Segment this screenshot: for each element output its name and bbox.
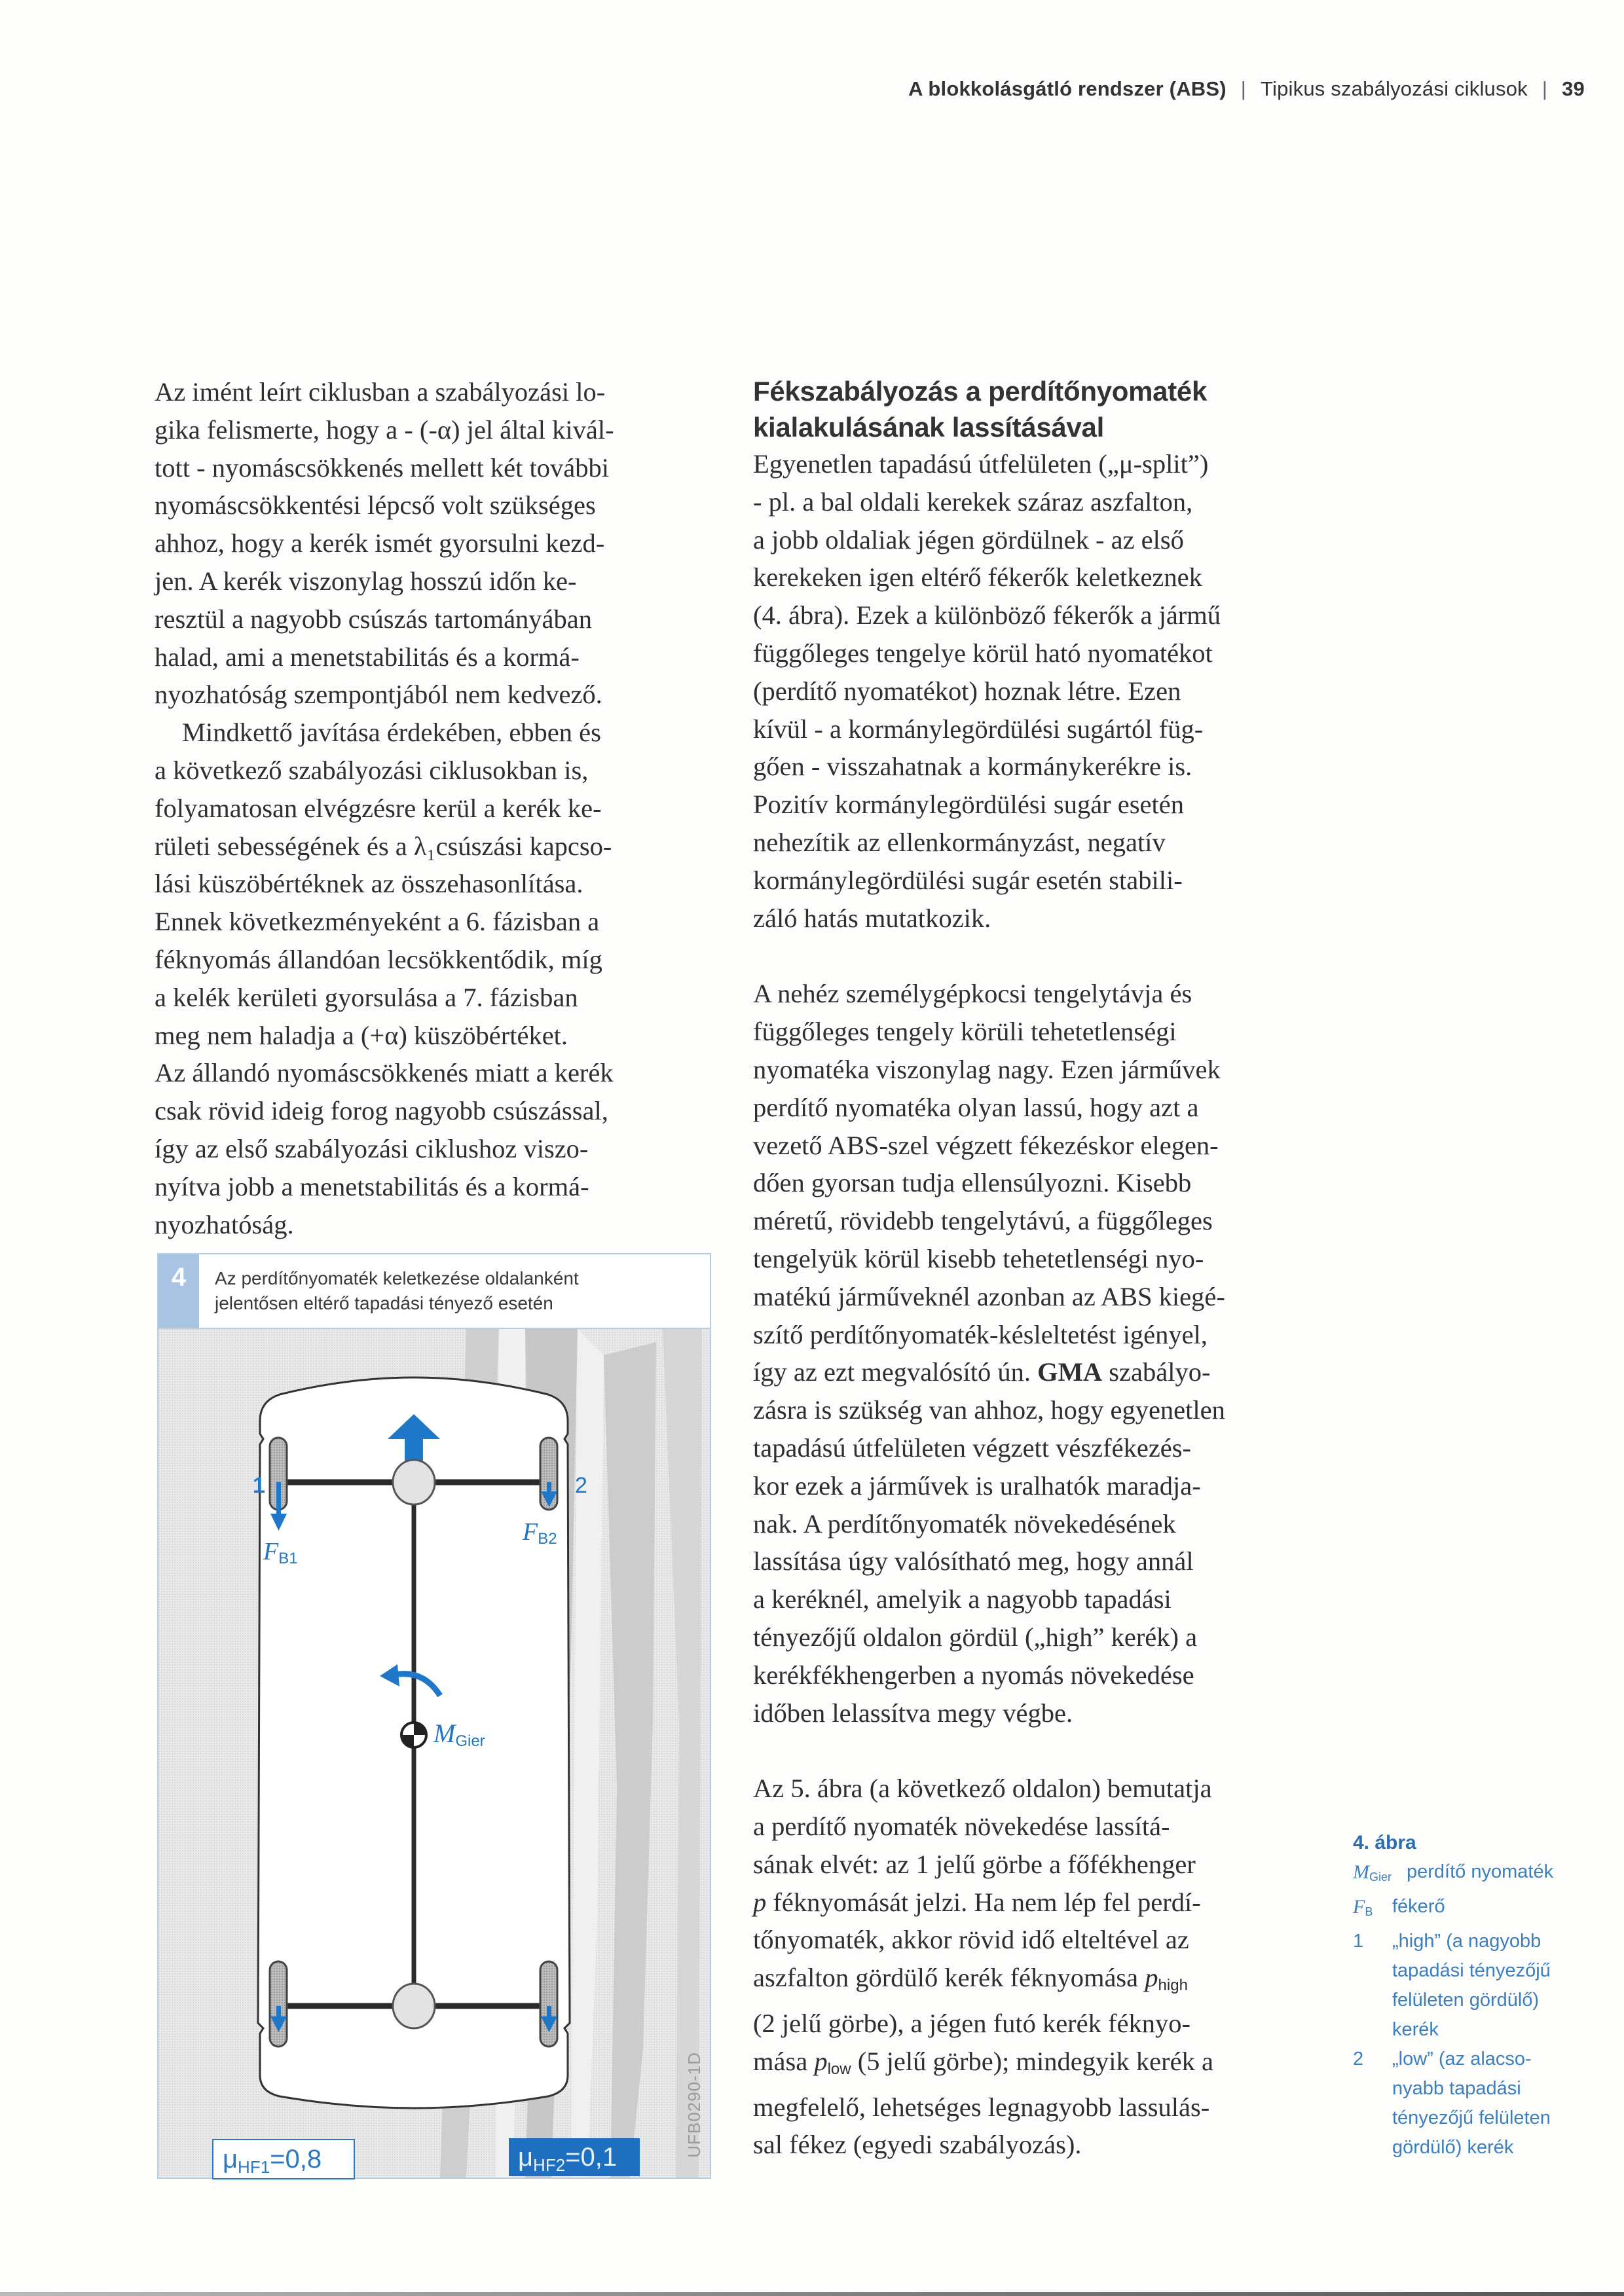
legend-item: [1353, 2045, 1602, 2162]
spacer: [753, 937, 1329, 975]
separator: |: [1541, 77, 1548, 100]
text-line: halad, ami a menetstabilitás és a kormá-: [155, 642, 580, 672]
heading-line: Fékszabályozás a perdítőnyomaték: [753, 376, 1207, 407]
text-line: szítő perdítőnyomaték-késleltetést igényel,: [753, 1319, 1208, 1349]
gma-term: GMA: [1037, 1357, 1103, 1387]
legend-text-line: tényezőjű felületen: [1392, 2107, 1551, 2128]
text-fragment: féknyomását jelzi. Ha nem lép fel perdí-: [766, 1887, 1201, 1917]
legend-text: [1392, 1927, 1602, 2045]
var-p-low: p: [814, 2046, 828, 2076]
text-fragment: így az ezt megvalósító ún.: [753, 1357, 1038, 1387]
text-line: tott - nyomáscsökkenés mellett két további: [155, 452, 609, 483]
text-line: függőleges tengelye körül ható nyomatékot: [753, 638, 1213, 668]
legend-text: fékerő: [1392, 1896, 1445, 1917]
legend-key: [1353, 1857, 1392, 1892]
text-line: a keréknél, amelyik a nagyobb tapadási: [753, 1584, 1172, 1614]
subscript-low: low: [827, 2060, 851, 2078]
text-line: kerékfékhengerben a nyomás növekedése: [753, 1660, 1194, 1690]
heading-line: kialakulásának lassításával: [753, 412, 1104, 443]
wheel-label-2: 2: [575, 1473, 587, 1498]
text-line: (4. ábra). Ezek a különböző fékerők a jármű: [753, 600, 1221, 630]
text-fragment: mása: [753, 2046, 815, 2076]
paragraph-mu-split: [753, 445, 1329, 937]
fb1-symbol: F: [263, 1538, 279, 1565]
rear-differential: [393, 1984, 435, 2028]
text-line: kívül - a kormánylegördülési sugártól füg-: [753, 714, 1204, 744]
text-line: Az 5. ábra (a következő oldalon) bemutatja: [753, 1774, 1212, 1804]
figure-header: [158, 1254, 710, 1329]
text-line: resztül a nagyobb csúszás tartományában: [155, 604, 593, 634]
text-line: [753, 1353, 1329, 1391]
rear-brake-arrow-left: [276, 2006, 281, 2018]
text-line: időben lelassítva megy végbe.: [753, 1698, 1073, 1728]
front-differential: [393, 1460, 435, 1504]
paragraph-1: [155, 373, 724, 714]
page-number: 39: [1562, 77, 1585, 100]
center-of-gravity-icon: [401, 1722, 426, 1747]
left-column: [155, 373, 724, 1243]
section-heading: [753, 373, 1329, 445]
text-line: tapadású útfelületen végzett vészfékezés-: [753, 1432, 1192, 1463]
wheel-rear-left: [270, 1961, 287, 2047]
text-line: csak rövid ideig forog nagyobb csúszással,: [155, 1096, 608, 1126]
text-line: rületi sebességének és a λ₁csúszási kapcso-: [155, 831, 612, 861]
text-line: matékú járműveknél azonban az ABS kiegé-: [753, 1281, 1225, 1311]
label-mgier: [434, 1718, 485, 1751]
text-line: sal fékez (egyedi szabályozás).: [753, 2130, 1082, 2160]
section-title: Tipikus szabályozási ciklusok: [1261, 77, 1528, 100]
scan-edge: [0, 2292, 1624, 2296]
mu-symbol: μ: [518, 2143, 534, 2172]
label-fb2: [523, 1518, 557, 1548]
mgier-subscript: Gier: [455, 1732, 485, 1750]
friction-coefficient-right: [509, 2138, 640, 2176]
figure-canvas: [158, 1329, 710, 2178]
text-line: féknyomás állandóan lecsökkentődik, míg: [155, 944, 602, 974]
text-line: Mindkettő javítása érdekében, ebben és: [182, 718, 601, 748]
text-line: Az állandó nyomáscsökkenés miatt a kerék: [155, 1058, 614, 1088]
legend-key: 1: [1353, 1931, 1364, 1952]
text-line: nyomáscsökkentési lépcső volt szükséges: [155, 490, 596, 520]
legend-text: perdítő nyomaték: [1407, 1861, 1554, 1882]
var-p-high: p: [1145, 1963, 1158, 1993]
text-line: meg nem haladja a (+α) küszöbértéket.: [155, 1020, 568, 1050]
text-fragment: szabályo-: [1102, 1357, 1211, 1387]
text-line: (perdítő nyomatékot) hoznak létre. Ezen: [753, 676, 1181, 706]
legend-item: [1353, 1892, 1602, 1927]
text-line: így az első szabályozási ciklushoz viszo-: [155, 1133, 589, 1163]
text-line: Egyenetlen tapadású útfelületen („μ-split”): [753, 449, 1209, 479]
text-line: A nehéz személygépkocsi tengelytávja és: [753, 979, 1192, 1009]
friction-coefficient-left: [212, 2139, 355, 2179]
legend-title: 4. ábra: [1353, 1832, 1416, 1853]
text-line: (2 jelű görbe), a jégen futó kerék féknyo-: [753, 2009, 1190, 2039]
fb1-subscript: B1: [278, 1550, 298, 1567]
running-head: [908, 77, 1585, 101]
text-line: nyozhatóság.: [155, 1209, 294, 1239]
vehicle-diagram: [158, 1329, 710, 2178]
text-line: tőnyomaték, akkor rövid idő elteltével az: [753, 1925, 1189, 1955]
legend-key-symbol: M: [1353, 1861, 1369, 1883]
text-fragment: (5 jelű görbe); mindegyik kerék a: [851, 2046, 1213, 2076]
text-line: perdítő nyomatéka olyan lassú, hogy azt a: [753, 1092, 1199, 1122]
legend-key-subscript: Gier: [1369, 1870, 1392, 1884]
text-line: [753, 1959, 1329, 2005]
figure-title: [215, 1266, 579, 1316]
legend-item: [1353, 1857, 1602, 1892]
text-line: nyítva jobb a menetstabilitás és a kormá-: [155, 1171, 589, 1201]
text-line: lassítása úgy valósítható meg, hogy annál: [753, 1546, 1194, 1576]
legend-text-line: „high” (a nagyobb: [1392, 1931, 1541, 1952]
text-line: tényezőjű oldalon gördül („high” kerék) a: [753, 1622, 1198, 1652]
mu-subscript: HF2: [533, 2155, 566, 2175]
text-line: megfelelő, lehetséges legnagyobb lassulás-: [753, 2092, 1210, 2122]
brake-force-arrow-fb2: [547, 1482, 551, 1493]
text-line: méretű, rövidebb tengelytávú, a függőleges: [753, 1206, 1213, 1236]
var-p: p: [753, 1887, 767, 1917]
text-line: [753, 1884, 1329, 1922]
text-line: gika felismerte, hogy a - (-α) jel által kivál-: [155, 414, 614, 445]
text-line: Az imént leírt ciklusban a szabályozási lo-: [155, 377, 606, 407]
legend-text-line: nyabb tapadási: [1392, 2078, 1521, 2099]
text-line: záló hatás mutatkozik.: [753, 903, 991, 933]
text-line: vezető ABS-szel végzett fékezéskor elegen-: [753, 1130, 1219, 1160]
wheel-label-1: 1: [253, 1473, 265, 1498]
separator: |: [1240, 77, 1247, 100]
legend-key: [1353, 1892, 1392, 1927]
right-column: [753, 373, 1329, 2164]
legend-key-symbol: F: [1353, 1896, 1365, 1918]
chapter-title: A blokkolásgátló rendszer (ABS): [908, 77, 1227, 100]
figure-title-line: Az perdítőnyomaték keletkezése oldalanként: [215, 1268, 579, 1288]
legend-key-subscript: B: [1365, 1905, 1373, 1918]
wheel-rear-right: [540, 1961, 557, 2047]
text-line: lási küszöbértéknek az összehasonlítása.: [155, 869, 583, 899]
text-line: nehezítik az ellenkormányzást, negatív: [753, 827, 1166, 857]
text-line: a perdítő nyomaték növekedése lassítá-: [753, 1812, 1170, 1842]
figure-number: 4: [158, 1254, 199, 1328]
spacer: [753, 1732, 1329, 1770]
legend-key: 2: [1353, 2049, 1364, 2069]
text-line: dően gyorsan tudja ellensúlyozni. Kisebb: [753, 1168, 1192, 1198]
text-line: ahhoz, hogy a kerék ismét gyorsulni kezd-: [155, 528, 605, 558]
mu-value: =0,8: [270, 2145, 322, 2174]
legend-item: [1353, 1927, 1602, 2045]
text-line: Ennek következményeként a 6. fázisban a: [155, 907, 600, 937]
legend-text-line: tapadási tényezőjű: [1392, 1960, 1551, 1981]
text-line: tengelyük körül kisebb tehetetlenségi nyo-: [753, 1243, 1204, 1273]
rear-brake-arrow-right: [547, 2006, 551, 2018]
paragraph-gma: [753, 975, 1329, 1732]
text-line: a kelék kerületi gyorsulása a 7. fázisban: [155, 982, 578, 1012]
mu-symbol: μ: [223, 2145, 238, 2174]
figure-4: [157, 1253, 711, 2179]
label-fb1: [263, 1537, 298, 1568]
text-line: kor ezek a járművek is uralhatók maradja-: [753, 1470, 1201, 1501]
text-line: függőleges tengely körüli tehetetlenségi: [753, 1017, 1177, 1047]
text-line: kerekeken igen eltérő fékerők keletkeznek: [753, 562, 1202, 592]
figure-title-line: jelentősen eltérő tapadási tényező esetén: [215, 1293, 553, 1313]
figure-legend: [1353, 1828, 1602, 2162]
legend-text-line: gördülő) kerék: [1392, 2137, 1514, 2158]
text-line: zásra is szükség van ahhoz, hogy egyenetlen: [753, 1395, 1225, 1425]
text-line: sának elvét: az 1 jelű görbe a főfékhenger: [753, 1849, 1196, 1879]
mu-subscript: HF1: [238, 2157, 270, 2177]
text-line: [753, 2043, 1329, 2088]
text-line: kormánylegördülési sugár esetén stabili-: [753, 865, 1183, 895]
paragraph-figure5: [753, 1770, 1329, 2164]
text-fragment: aszfalton gördülő kerék féknyomása: [753, 1963, 1145, 1993]
subscript-high: high: [1158, 1977, 1188, 1995]
text-line: jen. A kerék viszonylag hosszú időn ke-: [155, 566, 577, 596]
brake-force-arrow-fb1: [276, 1482, 281, 1515]
paragraph-2: [155, 714, 724, 1243]
legend-text-line: kerék: [1392, 2019, 1439, 2040]
text-line: a következő szabályozási ciklusokban is,: [155, 755, 589, 785]
text-line: Pozitív kormánylegördülési sugár esetén: [753, 790, 1184, 820]
text-line: nyomatéka viszonylag nagy. Ezen járművek: [753, 1054, 1221, 1084]
figure-code: UFB0290-1D: [684, 2052, 704, 2158]
text-line: folyamatosan elvégzésre kerül a kerék ke-: [155, 793, 602, 823]
legend-text: [1392, 2045, 1602, 2162]
text-line: - pl. a bal oldali kerekek száraz aszfalton,: [753, 486, 1193, 517]
text-line: a jobb oldaliak jégen gördülnek - az első: [753, 524, 1184, 555]
legend-text-line: „low” (az alacso-: [1392, 2049, 1532, 2069]
fb2-subscript: B2: [538, 1530, 557, 1548]
fb2-symbol: F: [523, 1518, 538, 1546]
text-line: nak. A perdítőnyomaték növekedésének: [753, 1508, 1176, 1539]
mu-value: =0,1: [565, 2143, 618, 2172]
text-line: gően - visszahatnak a kormánykerékre is.: [753, 752, 1192, 782]
legend-text-line: felületen gördülő): [1392, 1990, 1540, 2011]
mgier-symbol: M: [434, 1719, 456, 1748]
text-line: nyozhatóság szempontjából nem kedvező.: [155, 680, 602, 710]
